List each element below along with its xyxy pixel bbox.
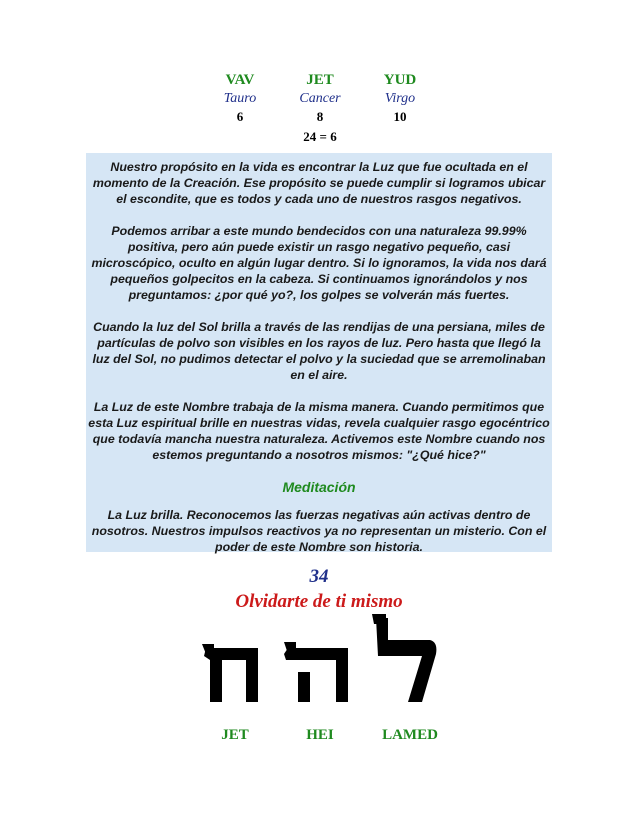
letters-total: 24 = 6 — [303, 129, 337, 144]
hebrew-hei-glyph — [284, 642, 348, 702]
letter-name-yud: YUD — [383, 72, 417, 88]
letter-sign-jet: Cancer — [299, 91, 341, 106]
bottom-name-jet: JET — [221, 727, 249, 743]
bottom-name-lamed: LAMED — [382, 727, 438, 743]
letter-sign-vav: Tauro — [223, 91, 257, 106]
paragraph-purpose: Nuestro propósito en la vida es encontrar la Luz que fue ocultada en el momento de la Creación. Ese propósito se puede cumplir si logramos ubicar el escondite, que es todos y cada uno de nuestros rasgos negativos. — [92, 160, 546, 206]
bottom-name-hei: HEI — [306, 727, 334, 743]
hebrew-lamed-glyph — [372, 614, 436, 702]
bottom-letter-names — [195, 727, 455, 744]
letter-value-vav: 6 — [236, 109, 244, 124]
letter-name-vav: VAV — [225, 72, 255, 88]
letter-value-jet: 8 — [316, 109, 324, 124]
meditation-text: La Luz brilla. Reconocemos las fuerzas negativas aún activas dentro de nosotros. Nuestros impulsos reactivos ya no representan un misterio. Con el poder de este Nombre son historia. — [91, 508, 547, 554]
letter-sign-yud: Virgo — [384, 91, 416, 106]
letters-table — [200, 72, 440, 125]
paragraph-sunlight: Cuando la luz del Sol brilla a través de las rendijas de una persiana, miles de partículas de polvo son visibles en los rayos de luz. Pero hasta que llegó la luz del Sol, no pudimos detectar el polvo y la suciedad que se arremolinaban en el aire. — [92, 320, 546, 382]
paragraph-negative-trait: Podemos arribar a este mundo bendecidos con una naturaleza 99.99% positiva, pero aún puede existir un rasgo negativo pequeño, casi microscópico, oculto en algún lugar dentro. Si lo ignoramos, la vida nos dará pequeños golpecitos en la cabeza. Si continuamos ignorándolos y nos preguntamos: ¿por qué yo?, los golpes se volverán más fuertes. — [91, 224, 547, 302]
paragraph-light-name: La Luz de este Nombre trabaja de la misma manera. Cuando permitimos que esta Luz espiritual brille en nuestras vidas, revela cualquier rasgo egocéntrico que todavía mancha nuestra naturaleza. Activemos este Nombre cuando nos estemos preguntando a nosotros mismos: "¿Qué hice?" — [88, 400, 550, 462]
name-number: 34 — [309, 566, 329, 587]
hebrew-jet-glyph — [202, 644, 258, 702]
description-panel — [86, 153, 552, 552]
letter-name-jet: JET — [306, 72, 334, 88]
hebrew-letters-image — [200, 614, 440, 714]
meditation-title: Meditación — [282, 479, 356, 495]
name-title: Olvidarte de ti mismo — [235, 591, 403, 612]
letter-value-yud: 10 — [393, 109, 407, 124]
